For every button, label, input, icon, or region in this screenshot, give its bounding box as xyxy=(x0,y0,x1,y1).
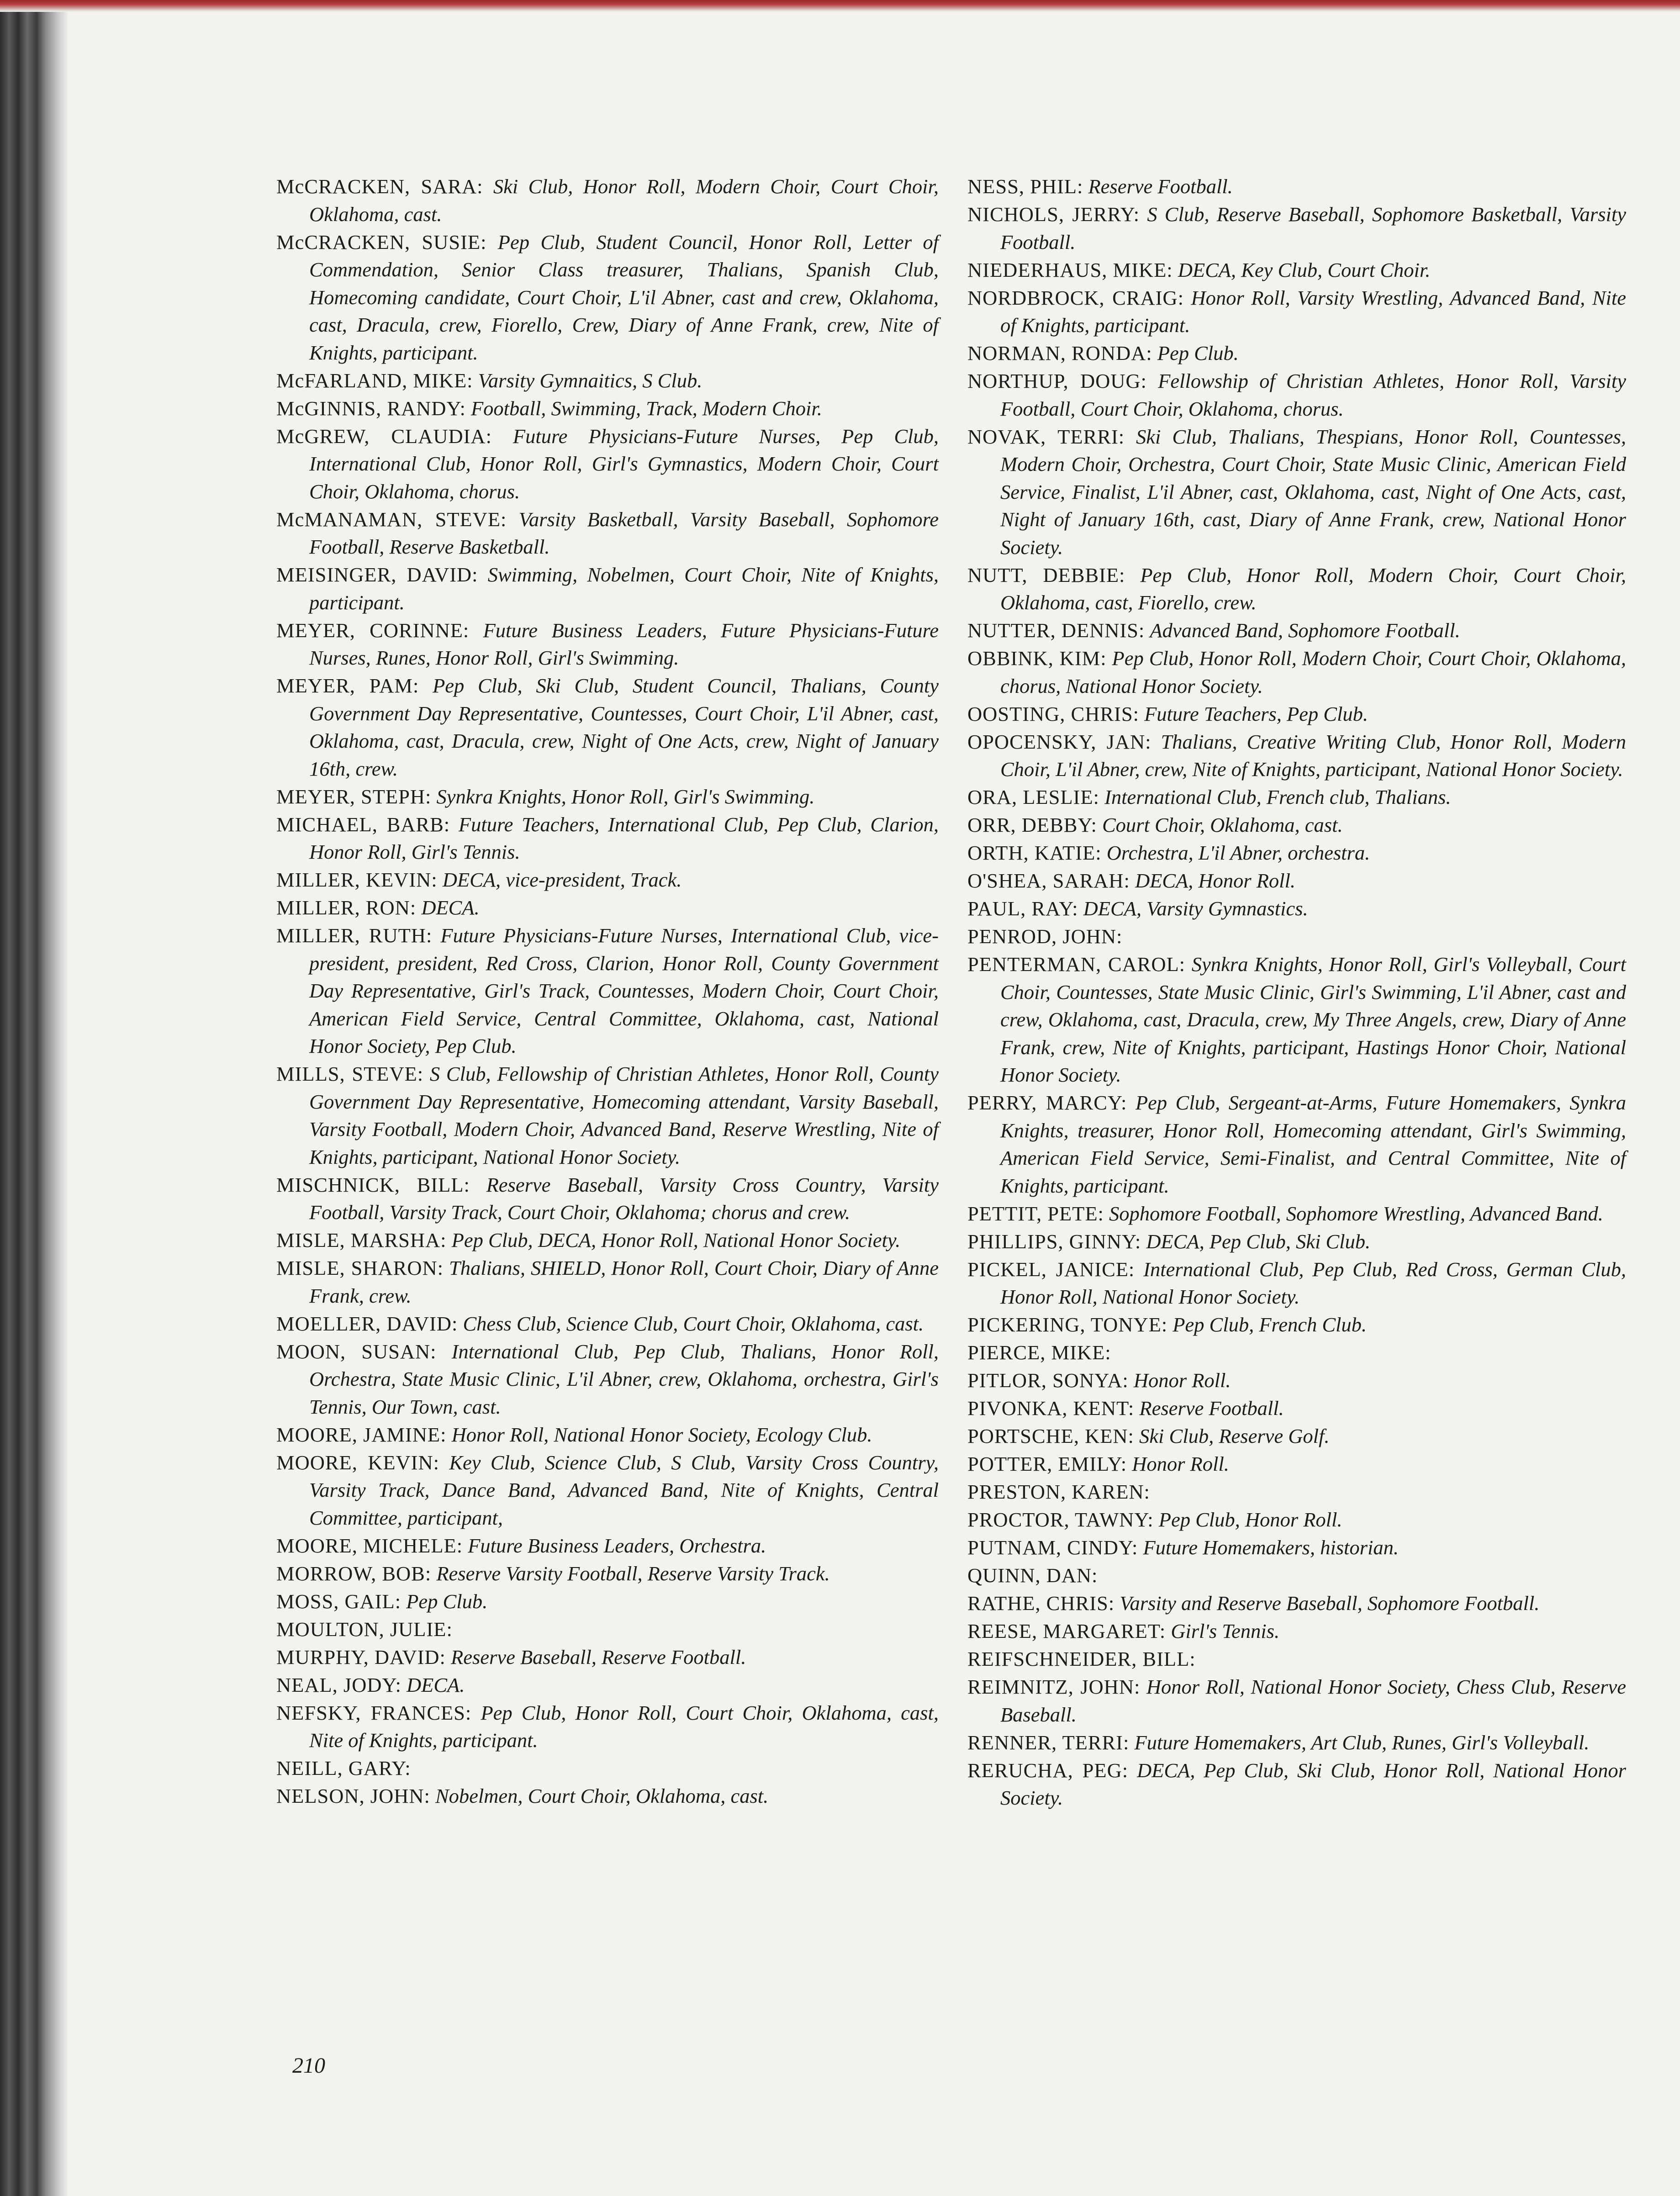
student-entry xyxy=(967,1673,1626,1728)
student-entry xyxy=(967,867,1626,895)
student-entry xyxy=(276,506,939,561)
student-activities: Chess Club, Science Club, Court Choir, Oklahoma, cast. xyxy=(463,1312,924,1335)
student-activities: Honor Roll. xyxy=(1133,1369,1231,1392)
student-name: OOSTING, CHRIS: xyxy=(967,702,1139,725)
student-activities: Girl's Tennis. xyxy=(1171,1620,1280,1642)
student-name: MILLER, KEVIN: xyxy=(276,868,438,891)
student-entry xyxy=(276,1338,939,1421)
student-activities: Pep Club. xyxy=(406,1589,488,1613)
student-name: PUTNAM, CINDY: xyxy=(967,1536,1138,1559)
student-activities: Pep Club, French Club. xyxy=(1173,1313,1367,1336)
student-name: MEISINGER, DAVID: xyxy=(276,563,478,586)
student-name: PRESTON, KAREN: xyxy=(967,1480,1150,1503)
student-name: PENROD, JOHN: xyxy=(967,925,1123,948)
student-name: PROCTOR, TAWNY: xyxy=(967,1508,1154,1531)
student-name: ORA, LESLIE: xyxy=(967,786,1099,808)
student-activities: Honor Roll, National Honor Society, Ecology Club. xyxy=(451,1423,872,1446)
student-name: RATHE, CHRIS: xyxy=(967,1592,1115,1615)
student-entry xyxy=(276,1588,939,1615)
book-cover-edge xyxy=(0,0,1680,12)
student-activities: International Club, Pep Club, Red Cross, German Club, Honor Roll, National Honor Society. xyxy=(1000,1257,1627,1308)
student-entry xyxy=(276,1226,939,1254)
student-entry xyxy=(276,422,939,506)
student-activities: Pep Club, Student Council, Honor Roll, Letter of Commendation, Senior Class treasurer, Thalians, Spanish Club, Homecoming candidate, Court Choir, L'il Abner, cast and crew, Oklahoma, cast, Dracula, crew, Fiorello, Crew, Diary of Anne Frank, crew, Nite of Knights, participant. xyxy=(309,230,939,364)
student-name: NIEDERHAUS, MIKE: xyxy=(967,258,1173,281)
student-activities: Pep Club, Honor Roll. xyxy=(1158,1508,1342,1531)
student-entry xyxy=(967,561,1626,617)
student-activities: Synkra Knights, Honor Roll, Girl's Volleyball, Court Choir, Countesses, State Music Clinic, Girl's Swimming, L'il Abner, cast and crew, Oklahoma, cast, Dracula, crew, My Three Angels, crew, Diary of Anne Frank, crew, Nite of Knights, participant, Hastings Honor Choir, National Honor Society. xyxy=(1000,953,1626,1086)
student-activities: Honor Roll. xyxy=(1132,1452,1229,1475)
student-activities: Pep Club, Honor Roll, Modern Choir, Court Choir, Oklahoma, chorus, National Honor Society. xyxy=(1000,647,1626,697)
student-entry xyxy=(967,1589,1626,1617)
student-activities: Pep Club, Honor Roll, Court Choir, Oklahoma, cast, Nite of Knights, participant. xyxy=(309,1701,939,1752)
student-entry xyxy=(967,1394,1626,1422)
student-name: POTTER, EMILY: xyxy=(967,1452,1127,1475)
student-name: PICKERING, TONYE: xyxy=(967,1313,1168,1336)
student-entry xyxy=(967,1339,1626,1367)
student-name: RENNER, TERRI: xyxy=(967,1731,1130,1754)
student-name: MEYER, PAM: xyxy=(276,674,419,697)
student-entry xyxy=(276,1421,939,1449)
student-activities: International Club, Pep Club, Thalians, Honor Roll, Orchestra, State Music Clinic, L'il Abner, crew, Oklahoma, orchestra, Girl's Tennis, Our Town, cast. xyxy=(309,1340,939,1418)
student-activities: Swimming, Nobelmen, Court Choir, Nite of Knights, participant. xyxy=(309,563,939,614)
student-name: MOON, SUSAN: xyxy=(276,1340,437,1363)
student-entry xyxy=(967,1645,1626,1673)
student-entry xyxy=(276,922,939,1060)
student-entry xyxy=(276,561,939,616)
student-activities: Reserve Football. xyxy=(1139,1397,1284,1420)
student-activities: DECA, Honor Roll. xyxy=(1135,869,1295,892)
student-activities: Pep Club, Honor Roll, Modern Choir, Court Choir, Oklahoma, cast, Fiorello, crew. xyxy=(1000,563,1627,614)
student-name: MOORE, KEVIN: xyxy=(276,1451,439,1474)
student-activities: Varsity Gymnaitics, S Club. xyxy=(478,369,703,392)
student-name: MOSS, GAIL: xyxy=(276,1589,402,1613)
student-activities: Pep Club, Sergeant-at-Arms, Future Homemakers, Synkra Knights, treasurer, Honor Roll, Homecoming attendant, Girl's Swimming, American Field Service, Semi-Finalist, and Central Committee, Nite of Knights, participant. xyxy=(1000,1091,1626,1197)
student-activities: Future Teachers, International Club, Pep Club, Clarion, Honor Roll, Girl's Tennis. xyxy=(309,813,939,863)
student-entry xyxy=(276,395,939,422)
student-entry xyxy=(276,1254,939,1309)
student-activities: Future Homemakers, Art Club, Runes, Girl's Volleyball. xyxy=(1134,1731,1590,1754)
student-activities: Thalians, SHIELD, Honor Roll, Court Choir, Diary of Anne Frank, crew. xyxy=(309,1256,939,1307)
student-activities: Court Choir, Oklahoma, cast. xyxy=(1102,813,1343,836)
student-entry xyxy=(967,1506,1626,1534)
student-name: PETTIT, PETE: xyxy=(967,1202,1104,1225)
student-entry xyxy=(276,811,939,866)
student-entry xyxy=(967,1367,1626,1394)
student-activities: Future Physicians-Future Nurses, Pep Club, International Club, Honor Roll, Girl's Gymnastics, Modern Choir, Court Choir, Oklahoma, chorus. xyxy=(309,424,939,503)
student-entry xyxy=(967,256,1626,284)
student-activities: Reserve Baseball, Varsity Cross Country, Varsity Football, Varsity Track, Court Choir, Oklahoma; chorus and crew. xyxy=(309,1173,939,1224)
student-name: NORDBROCK, CRAIG: xyxy=(967,286,1184,309)
student-name: REIMNITZ, JOHN: xyxy=(967,1675,1141,1698)
student-entry xyxy=(276,1060,939,1171)
student-activities: Reserve Varsity Football, Reserve Varsity Track. xyxy=(436,1562,830,1585)
student-entry xyxy=(967,367,1626,422)
student-name: NEILL, GARY: xyxy=(276,1757,411,1779)
student-name: McFARLAND, MIKE: xyxy=(276,369,473,392)
student-entry xyxy=(967,1617,1626,1645)
student-name: MEYER, CORINNE: xyxy=(276,618,470,642)
student-entry xyxy=(967,728,1626,783)
student-entry xyxy=(967,1228,1626,1256)
student-activities: Orchestra, L'il Abner, orchestra. xyxy=(1106,841,1370,864)
student-name: McCRACKEN, SUSIE: xyxy=(276,230,487,253)
student-activities: Ski Club, Thalians, Thespians, Honor Roll, Countesses, Modern Choir, Orchestra, Court Choir, State Music Clinic, American Field Service, Finalist, L'il Abner, cast, Oklahoma, cast, Night of One Acts, cast, Night of January 16th, cast, Diary of Anne Frank, crew, National Honor Society. xyxy=(1000,425,1626,559)
student-activities: Honor Roll, Varsity Wrestling, Advanced Band, Nite of Knights, participant. xyxy=(1000,286,1626,337)
student-entry xyxy=(276,1532,939,1560)
student-entry xyxy=(276,173,939,228)
student-entry xyxy=(967,1089,1626,1199)
student-entry xyxy=(967,1534,1626,1562)
student-entry xyxy=(967,1729,1626,1757)
student-name: MICHAEL, BARB: xyxy=(276,813,450,836)
student-name: NEFSKY, FRANCES: xyxy=(276,1701,472,1724)
book-page-edges xyxy=(0,0,69,2196)
student-name: NICHOLS, JERRY: xyxy=(967,203,1140,226)
student-activities: Nobelmen, Court Choir, Oklahoma, cast. xyxy=(435,1784,769,1807)
student-name: MORROW, BOB: xyxy=(276,1562,432,1585)
student-entry xyxy=(967,1200,1626,1228)
student-name: MOULTON, JULIE: xyxy=(276,1617,453,1641)
student-entry xyxy=(276,1782,939,1810)
student-activities: DECA, Pep Club, Ski Club, Honor Roll, National Honor Society. xyxy=(1000,1758,1626,1809)
student-entry xyxy=(967,811,1626,839)
student-name: PICKEL, JANICE: xyxy=(967,1257,1135,1281)
student-name: REIFSCHNEIDER, BILL: xyxy=(967,1647,1196,1670)
student-activities: Future Homemakers, historian. xyxy=(1143,1536,1399,1559)
student-name: McGINNIS, RANDY: xyxy=(276,396,466,420)
student-name: PIVONKA, KENT: xyxy=(967,1397,1135,1420)
student-name: NEAL, JODY: xyxy=(276,1673,402,1696)
student-activities: DECA, Key Club, Court Choir. xyxy=(1178,258,1431,281)
student-entry xyxy=(967,617,1626,644)
student-entry xyxy=(967,1562,1626,1589)
student-name: NORMAN, RONDA: xyxy=(967,342,1152,364)
student-activities: Thalians, Creative Writing Club, Honor Roll, Modern Choir, L'il Abner, crew, Nite of Knights, participant, National Honor Society. xyxy=(1000,730,1626,781)
student-name: PERRY, MARCY: xyxy=(967,1091,1127,1114)
student-activities: Reserve Football. xyxy=(1088,175,1233,198)
student-name: NORTHUP, DOUG: xyxy=(967,370,1147,392)
student-entry xyxy=(967,895,1626,923)
student-entry xyxy=(276,894,939,922)
student-name: McGREW, CLAUDIA: xyxy=(276,424,492,448)
student-activities: DECA, vice-president, Track. xyxy=(442,868,682,891)
student-entry xyxy=(967,284,1626,339)
student-activities: International Club, French club, Thalians. xyxy=(1104,786,1451,808)
student-name: NUTT, DEBBIE: xyxy=(967,563,1125,586)
student-name: PITLOR, SONYA: xyxy=(967,1369,1129,1392)
student-entry xyxy=(276,783,939,811)
student-entry xyxy=(276,1699,939,1754)
student-activities: Synkra Knights, Honor Roll, Girl's Swimming. xyxy=(436,785,815,808)
student-name: PAUL, RAY: xyxy=(967,897,1078,920)
student-name: PORTSCHE, KEN: xyxy=(967,1425,1134,1447)
student-entry xyxy=(276,1671,939,1699)
student-activities: Future Business Leaders, Orchestra. xyxy=(468,1534,766,1557)
student-activities: Advanced Band, Sophomore Football. xyxy=(1150,619,1460,642)
student-entry xyxy=(967,950,1626,1089)
student-activities: Future Teachers, Pep Club. xyxy=(1144,702,1368,725)
student-activities: Honor Roll, National Honor Society, Chess Club, Reserve Baseball. xyxy=(1000,1675,1626,1726)
student-name: NUTTER, DENNIS: xyxy=(967,619,1145,642)
student-name: MEYER, STEPH: xyxy=(276,785,432,808)
student-activities: S Club, Reserve Baseball, Sophomore Basketball, Varsity Football. xyxy=(1000,203,1627,253)
student-name: PENTERMAN, CAROL: xyxy=(967,953,1186,976)
student-name: McCRACKEN, SARA: xyxy=(276,175,483,198)
student-name: OBBINK, KIM: xyxy=(967,647,1107,670)
student-entry xyxy=(967,201,1626,256)
student-entry xyxy=(967,339,1626,367)
student-name: PHILLIPS, GINNY: xyxy=(967,1230,1141,1253)
student-name: MISLE, SHARON: xyxy=(276,1256,444,1279)
student-activities: DECA. xyxy=(407,1673,465,1696)
right-column xyxy=(967,173,1626,1812)
student-name: NOVAK, TERRI: xyxy=(967,425,1125,448)
student-entry xyxy=(967,1256,1626,1311)
student-name: ORTH, KATIE: xyxy=(967,841,1102,864)
student-activities: Fellowship of Christian Athletes, Honor Roll, Varsity Football, Court Choir, Oklahoma, chorus. xyxy=(1000,370,1627,420)
student-entry xyxy=(276,617,939,672)
student-name: MILLER, RON: xyxy=(276,896,417,919)
student-name: REESE, MARGARET: xyxy=(967,1620,1166,1642)
student-activities: Future Business Leaders, Future Physicians-Future Nurses, Runes, Honor Roll, Girl's Swimming. xyxy=(309,618,939,669)
student-activities: Future Physicians-Future Nurses, International Club, vice-president, president, Red Cross, Clarion, Honor Roll, County Government Day Representative, Girl's Track, Countesses, Modern Choir, Court Choir, American Field Service, Central Committee, Oklahoma, cast, National Honor Society, Pep Club. xyxy=(309,924,939,1057)
student-activities: Football, Swimming, Track, Modern Choir. xyxy=(471,396,822,420)
student-name: MOELLER, DAVID: xyxy=(276,1312,458,1335)
student-activities: Varsity and Reserve Baseball, Sophomore Football. xyxy=(1120,1592,1540,1615)
student-entry xyxy=(967,1757,1626,1812)
student-name: QUINN, DAN: xyxy=(967,1564,1098,1587)
page-number: 210 xyxy=(292,2053,325,2078)
student-name: MISCHNICK, BILL: xyxy=(276,1173,470,1196)
student-entry xyxy=(967,644,1626,700)
student-entry xyxy=(967,1450,1626,1478)
student-entry xyxy=(276,866,939,894)
student-entry xyxy=(276,1171,939,1226)
student-name: MOORE, JAMINE: xyxy=(276,1423,447,1446)
student-activities: DECA, Pep Club, Ski Club. xyxy=(1146,1230,1371,1253)
student-activities: Reserve Baseball, Reserve Football. xyxy=(451,1645,746,1668)
student-entry xyxy=(967,1478,1626,1506)
student-activities: DECA. xyxy=(421,896,480,919)
student-name: PIERCE, MIKE: xyxy=(967,1341,1111,1364)
student-name: OPOCENSKY, JAN: xyxy=(967,730,1152,753)
student-name: NELSON, JOHN: xyxy=(276,1784,430,1807)
student-entry xyxy=(276,228,939,367)
student-entry xyxy=(967,783,1626,811)
student-entry xyxy=(967,1311,1626,1339)
student-activities: Pep Club, Ski Club, Student Council, Thalians, County Government Day Representative, Countesses, Court Choir, L'il Abner, cast, Oklahoma, cast, Dracula, crew, Night of One Acts, crew, Night of January 16th, crew. xyxy=(309,674,939,780)
student-activities: S Club, Fellowship of Christian Athletes, Honor Roll, County Government Day Representative, Homecoming attendant, Varsity Baseball, Varsity Football, Modern Choir, Advanced Band, Reserve Wrestling, Nite of Knights, participant, National Honor Society. xyxy=(309,1062,939,1168)
student-activities: Pep Club. xyxy=(1157,342,1239,364)
student-entry xyxy=(967,173,1626,201)
student-name: RERUCHA, PEG: xyxy=(967,1758,1129,1782)
student-entry xyxy=(276,1754,939,1782)
student-entry xyxy=(276,672,939,782)
student-name: MOORE, MICHELE: xyxy=(276,1534,463,1557)
student-activities: Sophomore Football, Sophomore Wrestling, Advanced Band. xyxy=(1109,1202,1603,1225)
student-entry xyxy=(276,367,939,395)
student-name: ORR, DEBBY: xyxy=(967,813,1097,836)
student-entry xyxy=(276,1449,939,1532)
student-activities: Ski Club, Honor Roll, Modern Choir, Court Choir, Oklahoma, cast. xyxy=(309,175,939,226)
left-column xyxy=(276,173,939,1810)
student-activities: Varsity Basketball, Varsity Baseball, Sophomore Football, Reserve Basketball. xyxy=(309,507,939,558)
student-entry xyxy=(276,1643,939,1671)
student-entry xyxy=(276,1615,939,1643)
student-entry xyxy=(276,1310,939,1338)
student-name: MISLE, MARSHA: xyxy=(276,1229,447,1251)
student-name: MURPHY, DAVID: xyxy=(276,1645,446,1668)
student-entry xyxy=(967,1422,1626,1450)
student-name: MILLS, STEVE: xyxy=(276,1062,424,1085)
student-entry xyxy=(967,923,1626,950)
student-name: NESS, PHIL: xyxy=(967,175,1083,198)
student-activities: Key Club, Science Club, S Club, Varsity Cross Country, Varsity Track, Dance Band, Advanced Band, Nite of Knights, Central Committee, participant, xyxy=(309,1451,939,1529)
student-entry xyxy=(276,1560,939,1588)
student-entry xyxy=(967,700,1626,728)
student-name: MILLER, RUTH: xyxy=(276,924,433,947)
student-entry xyxy=(967,423,1626,561)
student-name: O'SHEA, SARAH: xyxy=(967,869,1130,892)
student-entry xyxy=(967,839,1626,867)
student-name: McMANAMAN, STEVE: xyxy=(276,507,507,531)
student-activities: Ski Club, Reserve Golf. xyxy=(1139,1425,1330,1447)
student-activities: DECA, Varsity Gymnastics. xyxy=(1083,897,1308,920)
student-activities: Pep Club, DECA, Honor Roll, National Honor Society. xyxy=(451,1229,901,1251)
